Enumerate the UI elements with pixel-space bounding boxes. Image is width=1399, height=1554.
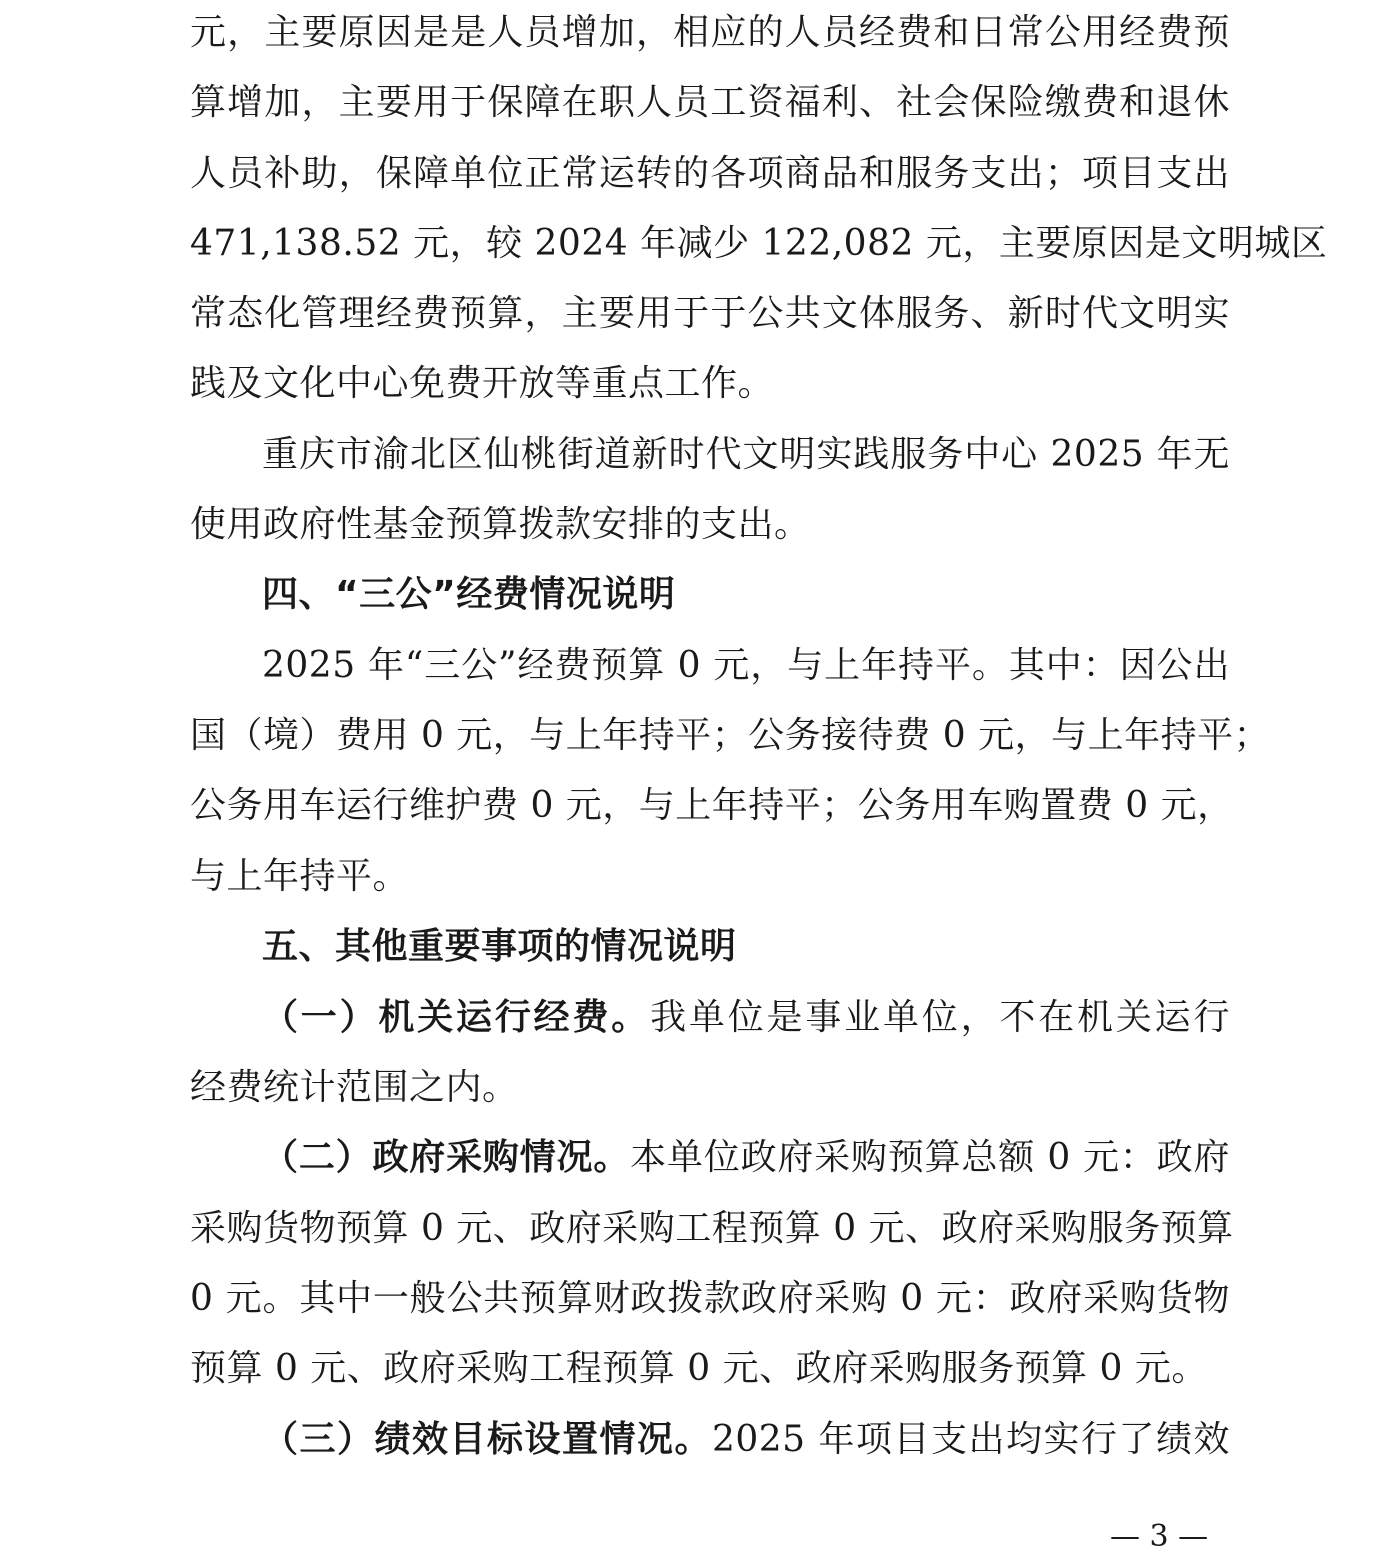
item-text: 2025 年项目支出均实行了绩效: [711, 1419, 1230, 1460]
text-line: 经费统计范围之内。: [190, 1067, 519, 1108]
item-text: 本单位政府采购预算总额 0 元：政府: [630, 1137, 1230, 1178]
item-lead: （一）机关运行经费。: [262, 997, 651, 1038]
page-number: — 3 —: [1110, 1519, 1209, 1554]
text-line: 人员补助，保障单位正常运转的各项商品和服务支出；项目支出: [190, 153, 1230, 194]
text-line: 采购货物预算 0 元、政府采购工程预算 0 元、政府采购服务预算: [190, 1208, 1234, 1249]
text-line: 2025 年“三公”经费预算 0 元，与上年持平。其中：因公出: [262, 645, 1230, 686]
text-line: [262, 990, 1230, 1046]
section-heading: 五、其他重要事项的情况说明: [262, 926, 737, 967]
text-line: 预算 0 元、政府采购工程预算 0 元、政府采购服务预算 0 元。: [190, 1348, 1208, 1389]
item-lead: （三）绩效目标设置情况。: [262, 1419, 712, 1460]
text-line: 重庆市渝北区仙桃街道新时代文明实践服务中心 2025 年无: [262, 434, 1230, 475]
text-line: 公务用车运行维护费 0 元，与上年持平；公务用车购置费 0 元，: [190, 785, 1234, 826]
text-line: 与上年持平。: [190, 856, 410, 897]
text-line: 0 元。其中一般公共预算财政拨款政府采购 0 元：政府采购货物: [190, 1278, 1230, 1319]
text-line: [262, 1130, 1230, 1186]
section-heading: 四、“三公”经费情况说明: [262, 574, 676, 615]
text-line: 践及文化中心免费开放等重点工作。: [190, 363, 775, 404]
text-line: 国（境）费用 0 元，与上年持平；公务接待费 0 元，与上年持平；: [190, 715, 1271, 756]
text-line: 使用政府性基金预算拨款安排的支出。: [190, 504, 811, 545]
text-line: 算增加，主要用于保障在职人员工资福利、社会保险缴费和退休: [190, 82, 1230, 123]
item-lead: （二）政府采购情况。: [262, 1137, 631, 1178]
text-line: 元，主要原因是是人员增加，相应的人员经费和日常公用经费预: [190, 12, 1230, 53]
text-line: [262, 1412, 1230, 1468]
item-text: 我单位是事业单位，不在机关运行: [650, 997, 1230, 1038]
text-line: 471,138.52 元，较 2024 年减少 122,082 元，主要原因是文明城区: [190, 223, 1328, 264]
text-line: 常态化管理经费预算，主要用于于公共文体服务、新时代文明实: [190, 293, 1230, 334]
